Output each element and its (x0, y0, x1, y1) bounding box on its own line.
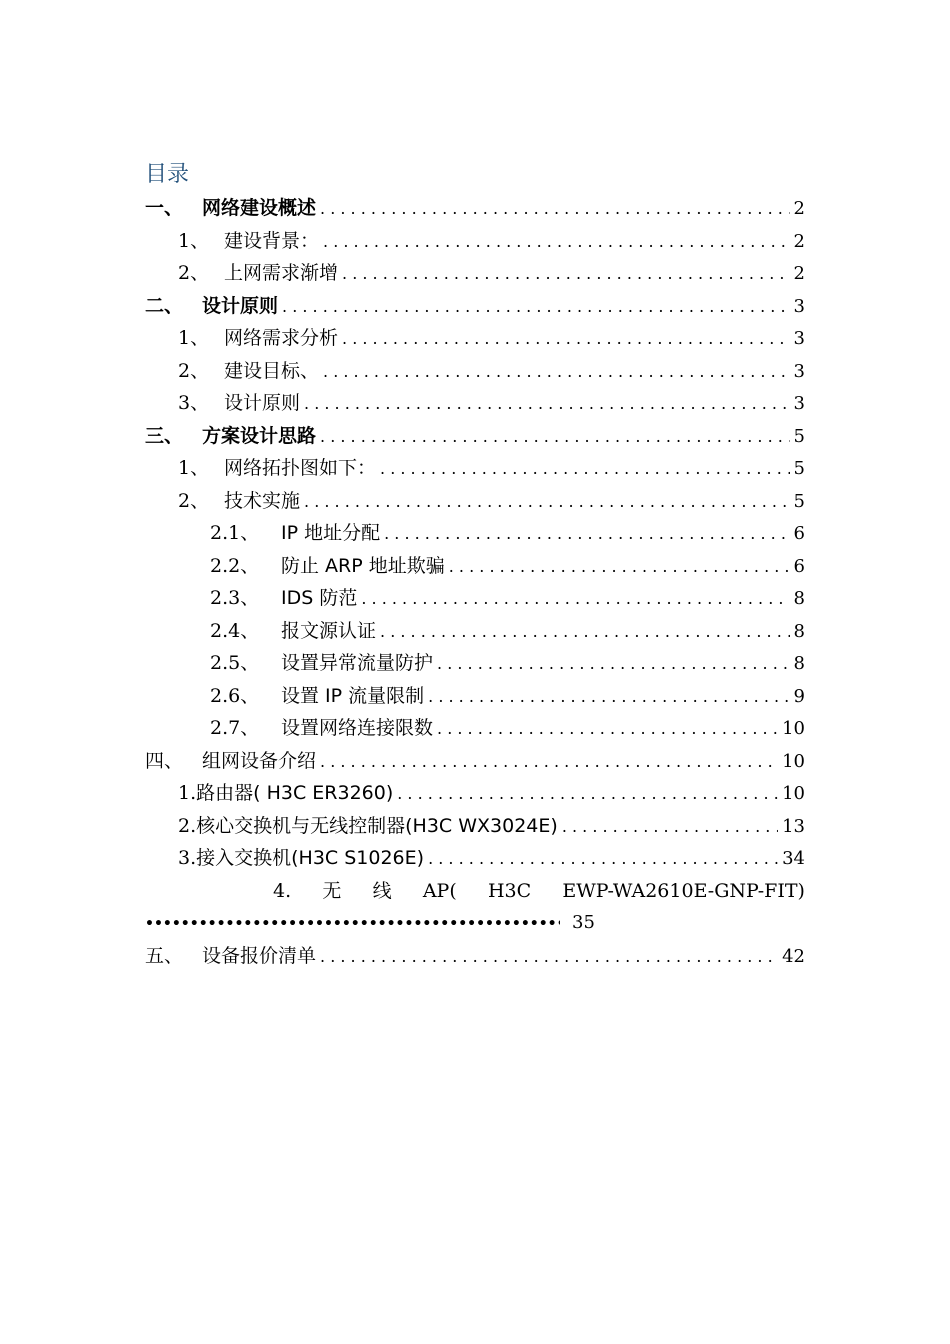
toc-number: 1、 (178, 457, 210, 479)
dot-leader (320, 746, 778, 779)
toc-number: 2.7、 (210, 717, 260, 739)
toc-label: 设计原则 (202, 294, 279, 317)
toc-entry-3-2-7[interactable] (145, 712, 805, 745)
toc-page-number: 6 (793, 555, 805, 577)
toc-number: 2.3、 (210, 587, 260, 609)
dot-leader (304, 486, 790, 519)
toc-entry-4[interactable] (145, 745, 805, 778)
toc-label: 设置 IP 流量限制 (281, 684, 425, 707)
toc-number: 五、 (145, 944, 184, 967)
toc-number: 1、 (178, 327, 210, 349)
toc-label-part: 无 (322, 879, 342, 902)
toc-entry-2-1[interactable] (145, 322, 805, 355)
toc-label: 上网需求渐增 (224, 262, 339, 284)
toc-label: 网络需求分析 (224, 327, 339, 349)
toc-entry-4-3[interactable] (145, 842, 805, 875)
toc-number: 1. (178, 782, 197, 804)
toc-number: 2、 (178, 489, 210, 512)
dot-leader (437, 648, 790, 681)
dot-leader (282, 291, 790, 324)
dot-leader (361, 583, 789, 616)
table-of-contents (145, 192, 805, 972)
dot-leader (449, 551, 790, 584)
toc-number: 2. (178, 814, 197, 837)
toc-label: IDS 防范 (281, 587, 358, 609)
toc-entry-2-2[interactable] (145, 355, 805, 388)
toc-number: 2.5、 (210, 652, 260, 674)
toc-entry-5[interactable] (145, 940, 805, 973)
toc-label-part: AP( (422, 879, 457, 902)
toc-label-part: H3C (487, 879, 532, 902)
dot-leader (428, 843, 778, 876)
toc-number: 2.4、 (210, 619, 260, 642)
toc-number: 四、 (145, 749, 184, 772)
toc-number: 2.1、 (210, 522, 260, 544)
toc-page-number: 3 (793, 393, 805, 414)
toc-entry-2-3[interactable] (145, 387, 805, 420)
dot-leader (320, 941, 778, 974)
toc-number: 3. (178, 847, 197, 869)
toc-number: 3、 (178, 392, 210, 414)
toc-number: 一、 (145, 197, 184, 219)
toc-entry-1[interactable] (145, 192, 805, 225)
toc-number: 1、 (178, 229, 210, 252)
dot-leader (562, 811, 778, 844)
toc-entry-1-1[interactable] (145, 225, 805, 258)
toc-entry-3-2-6[interactable] (145, 680, 805, 713)
toc-label: 设备报价清单 (202, 944, 317, 967)
toc-label: 建设背景： (224, 229, 320, 252)
dot-leader (342, 323, 790, 356)
dot-leader (380, 616, 790, 649)
toc-title: 目录 (145, 162, 190, 187)
toc-label: 设计原则 (224, 392, 301, 414)
toc-entry-3-2-5[interactable] (145, 647, 805, 680)
toc-label: 设置网络连接限数 (281, 717, 434, 739)
toc-entry-3-2-2[interactable] (145, 550, 805, 583)
toc-entry-1-2[interactable] (145, 257, 805, 290)
toc-label: 技术实施 (224, 489, 301, 512)
toc-number: 4. (273, 879, 292, 902)
toc-page-number: 3 (793, 328, 805, 349)
toc-number: 三、 (145, 424, 184, 447)
toc-page-number: 8 (793, 653, 805, 674)
toc-number: 二、 (145, 294, 184, 317)
dot-leader (320, 193, 790, 226)
toc-number: 2.2、 (210, 554, 260, 577)
dot-leader (145, 908, 560, 941)
toc-page-number: 9 (793, 685, 805, 707)
toc-page-number: 10 (782, 783, 805, 804)
toc-number: 2、 (178, 359, 210, 382)
toc-page-number: 3 (793, 295, 805, 317)
dot-leader (384, 518, 789, 551)
toc-entry-3-2-4[interactable] (145, 615, 805, 648)
dot-leader (304, 388, 790, 421)
toc-label: 方案设计思路 (202, 424, 317, 447)
toc-page-number: 5 (793, 425, 805, 447)
toc-entry-3-2-3[interactable] (145, 582, 805, 615)
toc-page-number: 10 (782, 750, 805, 772)
toc-page-number: 10 (782, 718, 805, 739)
toc-entry-2[interactable] (145, 290, 805, 323)
toc-label-part: 线 (372, 879, 392, 902)
toc-number: 2、 (178, 262, 210, 284)
toc-entry-3-2-1[interactable] (145, 517, 805, 550)
toc-entry-4-2[interactable] (145, 810, 805, 843)
toc-page-number: 13 (782, 815, 805, 837)
toc-page-number: 42 (782, 945, 805, 967)
toc-page-number: 2 (793, 230, 805, 252)
toc-number: 2.6、 (210, 684, 260, 707)
toc-page-number: 34 (782, 848, 805, 869)
toc-label: IP 地址分配 (281, 522, 381, 544)
toc-page-number: 3 (793, 360, 805, 382)
toc-page-number: 2 (793, 198, 805, 219)
toc-label-part: EWP-WA2610E-GNP-FIT) (562, 879, 805, 902)
dot-leader (428, 681, 789, 714)
dot-leader (323, 356, 790, 389)
toc-label: 设置异常流量防护 (281, 652, 434, 674)
toc-page-number: 2 (793, 263, 805, 284)
toc-page-number: 6 (793, 523, 805, 544)
dot-leader (320, 421, 790, 454)
toc-label: 核心交换机与无线控制器(H3C WX3024E) (196, 814, 558, 837)
dot-leader (323, 226, 790, 259)
toc-entry-4-4-continued (145, 907, 805, 940)
toc-page-number: 8 (793, 588, 805, 609)
toc-page-number: 35 (572, 912, 595, 933)
toc-label: 组网设备介绍 (202, 749, 317, 772)
dot-leader (397, 778, 778, 811)
toc-page-number: 5 (793, 458, 805, 479)
toc-page-number: 8 (793, 620, 805, 642)
toc-entry-4-1[interactable] (145, 777, 805, 810)
toc-label: 网络建设概述 (202, 197, 317, 219)
toc-label: 报文源认证 (281, 619, 377, 642)
toc-label: 网络拓扑图如下： (224, 457, 377, 479)
toc-entry-3-2[interactable] (145, 485, 805, 518)
toc-entry-4-4[interactable] (145, 875, 805, 908)
toc-page-number: 5 (793, 490, 805, 512)
toc-label: 防止 ARP 地址欺骗 (281, 554, 445, 577)
dot-leader (437, 713, 778, 746)
dot-leader (380, 453, 790, 486)
toc-entry-3[interactable] (145, 420, 805, 453)
toc-entry-3-1[interactable] (145, 452, 805, 485)
toc-label: 建设目标、 (224, 359, 320, 382)
toc-label: 接入交换机(H3C S1026E) (196, 847, 425, 869)
dot-leader (342, 258, 790, 291)
toc-label: 路由器( H3C ER3260) (196, 782, 394, 804)
